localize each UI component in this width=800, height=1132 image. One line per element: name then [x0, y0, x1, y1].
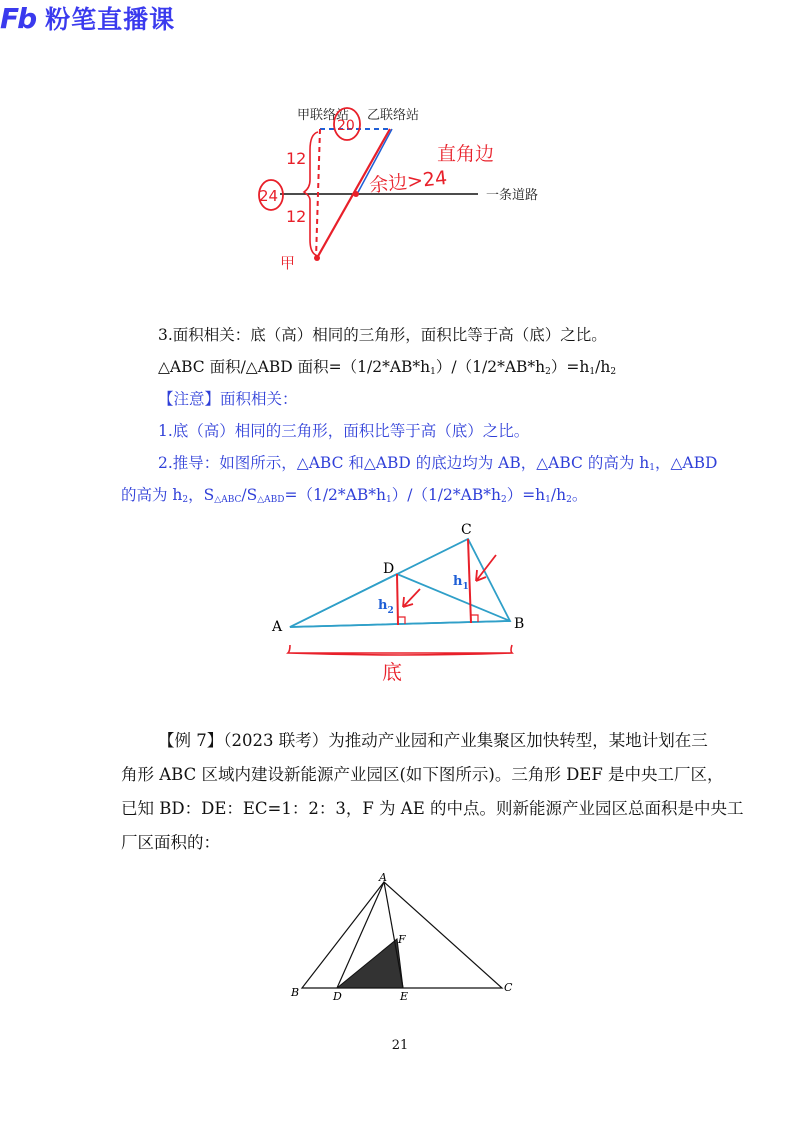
- note-title: 【注意】面积相关：: [158, 390, 298, 408]
- vertex-d: D: [333, 990, 342, 1003]
- height-h1: [468, 539, 471, 623]
- vertex-e: E: [400, 990, 409, 1003]
- vertex-c: C: [504, 981, 513, 994]
- height-h2: [397, 574, 398, 625]
- label-station-jia: 甲联络站: [297, 108, 350, 123]
- hw-base-bracket: [288, 645, 512, 655]
- brand-name: 粉笔直播课: [45, 5, 176, 34]
- note-item-2-line2: 的高为 $h_2$，$S_{\triangle ABC}/S_{\triangle ABD}=(1/2*AB*h_1)/(1/2*AB*h_2)=h_1/h_2$。: [121, 486, 588, 505]
- para-area-formula: △ABC 面积/△ABD 面积$=(1/2*AB*h_1)/(1/2*AB*h_2)=h_1/h_2$: [158, 358, 617, 377]
- triangle-abd: [290, 574, 510, 627]
- figure-triangles-heights: [260, 515, 540, 690]
- vertex-a: A: [379, 871, 387, 884]
- label-h1: $h_1$: [453, 574, 469, 592]
- vertex-f: F: [398, 933, 406, 946]
- vertex-d: D: [383, 561, 395, 577]
- hw-right-angle-side: 直角边: [437, 143, 495, 165]
- label-road: 一条道路: [486, 188, 539, 203]
- logo-mark: Fb: [0, 1, 36, 35]
- vertex-c: C: [461, 522, 472, 538]
- hw-24: 24: [259, 187, 279, 205]
- label-h2: $h_2$: [378, 598, 394, 616]
- triangle-abc: [290, 539, 510, 627]
- hw-12-upper: 12: [286, 149, 307, 168]
- para-area-rule: 3.面积相关：底（高）相同的三角形，面积比等于高（底）之比。: [158, 326, 607, 344]
- header-logo: [0, 0, 800, 36]
- hw-other-side-gt-24: 余边>24: [368, 166, 449, 197]
- example-line-3: 已知 BD：DE：EC=1：2：3，F 为 AE 的中点。则新能源产业园区总面积是中央工: [121, 799, 744, 818]
- hw-jia: 甲: [280, 254, 296, 272]
- note-item-2-line1: 2.推导：如图所示，△ABC 和△ABD 的底边均为 AB，△ABC 的高为 $h_1$，△ABD: [158, 454, 718, 473]
- vertex-a: A: [272, 619, 283, 635]
- page-number: 21: [391, 1038, 409, 1053]
- example-line-2: 角形 ABC 区域内建设新能源产业园区(如下图所示)。三角形 DEF 是中央工厂区，: [121, 765, 724, 784]
- intersection-dot: [353, 191, 359, 197]
- figure-triangle-def: [288, 870, 528, 1005]
- right-angle-mark-h1: [471, 615, 478, 622]
- vertex-b: B: [514, 616, 525, 632]
- example-line-1: 【例 7】（2023 联考）为推动产业园和产业集聚区加快转型，某地计划在三: [158, 731, 708, 750]
- hw-arrow-2: [403, 589, 420, 607]
- label-station-yi: 乙联络站: [367, 108, 420, 123]
- hw-20: 20: [337, 118, 355, 134]
- example-line-4: 厂区面积的：: [121, 833, 220, 852]
- hw-base-label: 底: [382, 660, 402, 684]
- right-angle-mark-h2: [398, 617, 405, 624]
- vertex-b: B: [291, 986, 300, 999]
- note-item-1: 1.底（高）相同的三角形，面积比等于高（底）之比。: [158, 422, 530, 440]
- hw-12-lower: 12: [286, 207, 307, 226]
- central-factory-area: [337, 939, 403, 988]
- figure-road-stations: [240, 100, 560, 280]
